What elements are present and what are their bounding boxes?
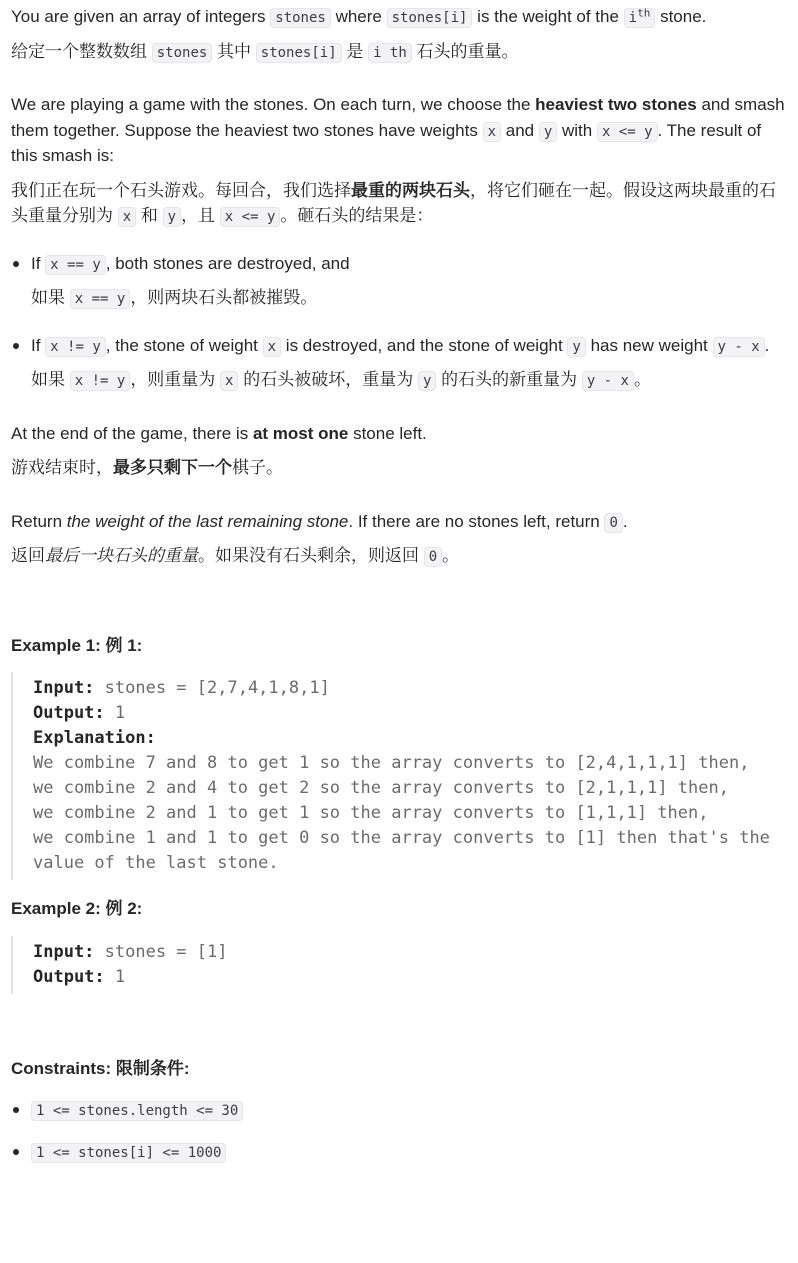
explanation-line: we combine 1 and 1 to get 0 so the array converts to [1] then that's the (33, 828, 770, 848)
example-2-title: Example 2: 例 2: (11, 899, 143, 918)
game-en: We are playing a game with the stones. On each turn, we choose the heaviest two stones and smash them together. Suppose the heaviest two stones have weights x and y with x <= y . The result of this smash is: (11, 95, 785, 165)
explanation-line: we combine 2 and 1 to get 1 so the array converts to [1,1,1] then, (33, 803, 709, 823)
inline-code: stones (270, 8, 331, 28)
inline-code: 1 <= stones.length <= 30 (31, 1101, 243, 1121)
inline-code: $i^{th}$ (624, 8, 656, 28)
list-item: If x != y , the stone of weight x is destroyed, and the stone of weight y has new weight y - x . 如果 x != y ，则重量为 x 的石头被破坏，重量为 y 的石头的新重量为 y - x 。 (11, 333, 787, 393)
example-2-block: Input: stones = [1] Output: 1 (11, 936, 787, 994)
inline-code: x (483, 122, 501, 142)
inline-code: stones[i] (387, 8, 473, 28)
inline-code: x (118, 207, 136, 227)
inline-code: x != y (70, 371, 131, 391)
inline-code: x <= y (597, 122, 658, 142)
explanation-line: we combine 2 and 4 to get 2 so the array converts to [2,1,1,1] then, (33, 778, 729, 798)
rules-list (11, 251, 787, 393)
return-zh: 返回最后一块石头的重量。如果没有石头剩余，则返回 0 。 (11, 546, 460, 565)
inline-code: i th (368, 43, 412, 63)
inline-code: y (567, 337, 585, 357)
end-en: At the end of the game, there is at most one stone left. (11, 423, 427, 443)
inline-code: x == y (70, 289, 131, 309)
list-item (11, 1139, 787, 1165)
inline-code: 1 <= stones[i] <= 1000 (31, 1143, 226, 1163)
inline-code: x <= y (220, 207, 281, 227)
inline-code: x (263, 337, 281, 357)
game-zh: 我们正在玩一个石头游戏。每回合，我们选择最重的两块石头，将它们砸在一起。假设这两块最重的石头重量分别为 x 和 y ，且 x <= y 。砸石头的结果是： (11, 180, 776, 225)
example-1-title: Example 1: 例 1: (11, 635, 143, 655)
explanation-line: value of the last stone. (33, 853, 279, 873)
intro-en: You are given an array of integers stones where stones[i] is the weight of the $i^{th}$ stone. (11, 6, 707, 26)
list-item (11, 1097, 787, 1123)
inline-code: stones[i] (256, 43, 342, 63)
inline-code: x (220, 371, 238, 391)
example-1-block: Input: stones = [2,7,4,1,8,1] Output: 1 Explanation: We combine 7 and 8 to get 1 so the array converts to [2,4,1,1,1] then, we combine 2 and 4 to get 2 so the array converts to [2,1,1,1] then, we combine 2 and 1 to get 1 so the array converts to [1,1,1] then, we combine 1 and 1 to get 0 so the array converts to [1] then that's the value of the last stone. (11, 672, 787, 880)
inline-code: 0 (424, 547, 442, 567)
constraints-title: Constraints: 限制条件: (11, 1058, 190, 1078)
list-item: If x == y , both stones are destroyed, and 如果 x == y ，则两块石头都被摧毁。 (11, 251, 787, 311)
explanation-line: We combine 7 and 8 to get 1 so the array converts to [2,4,1,1,1] then, (33, 753, 750, 773)
inline-code: x == y (45, 255, 106, 275)
inline-code: x != y (45, 337, 106, 357)
return-en: Return the weight of the last remaining stone. If there are no stones left, return 0 . (11, 511, 628, 531)
inline-code: 0 (604, 513, 622, 533)
inline-code: y (539, 122, 557, 142)
inline-code: y (418, 371, 436, 391)
inline-code: y - x (582, 371, 634, 391)
inline-code: y - x (713, 337, 765, 357)
constraints-list (11, 1097, 787, 1164)
inline-code: stones (152, 43, 213, 63)
end-zh: 游戏结束时，最多只剩下一个棋子。 (11, 458, 283, 477)
intro-zh: 给定一个整数数组 stones 其中 stones[i] 是 i th 石头的重量。 (11, 41, 519, 61)
inline-code: y (163, 207, 181, 227)
